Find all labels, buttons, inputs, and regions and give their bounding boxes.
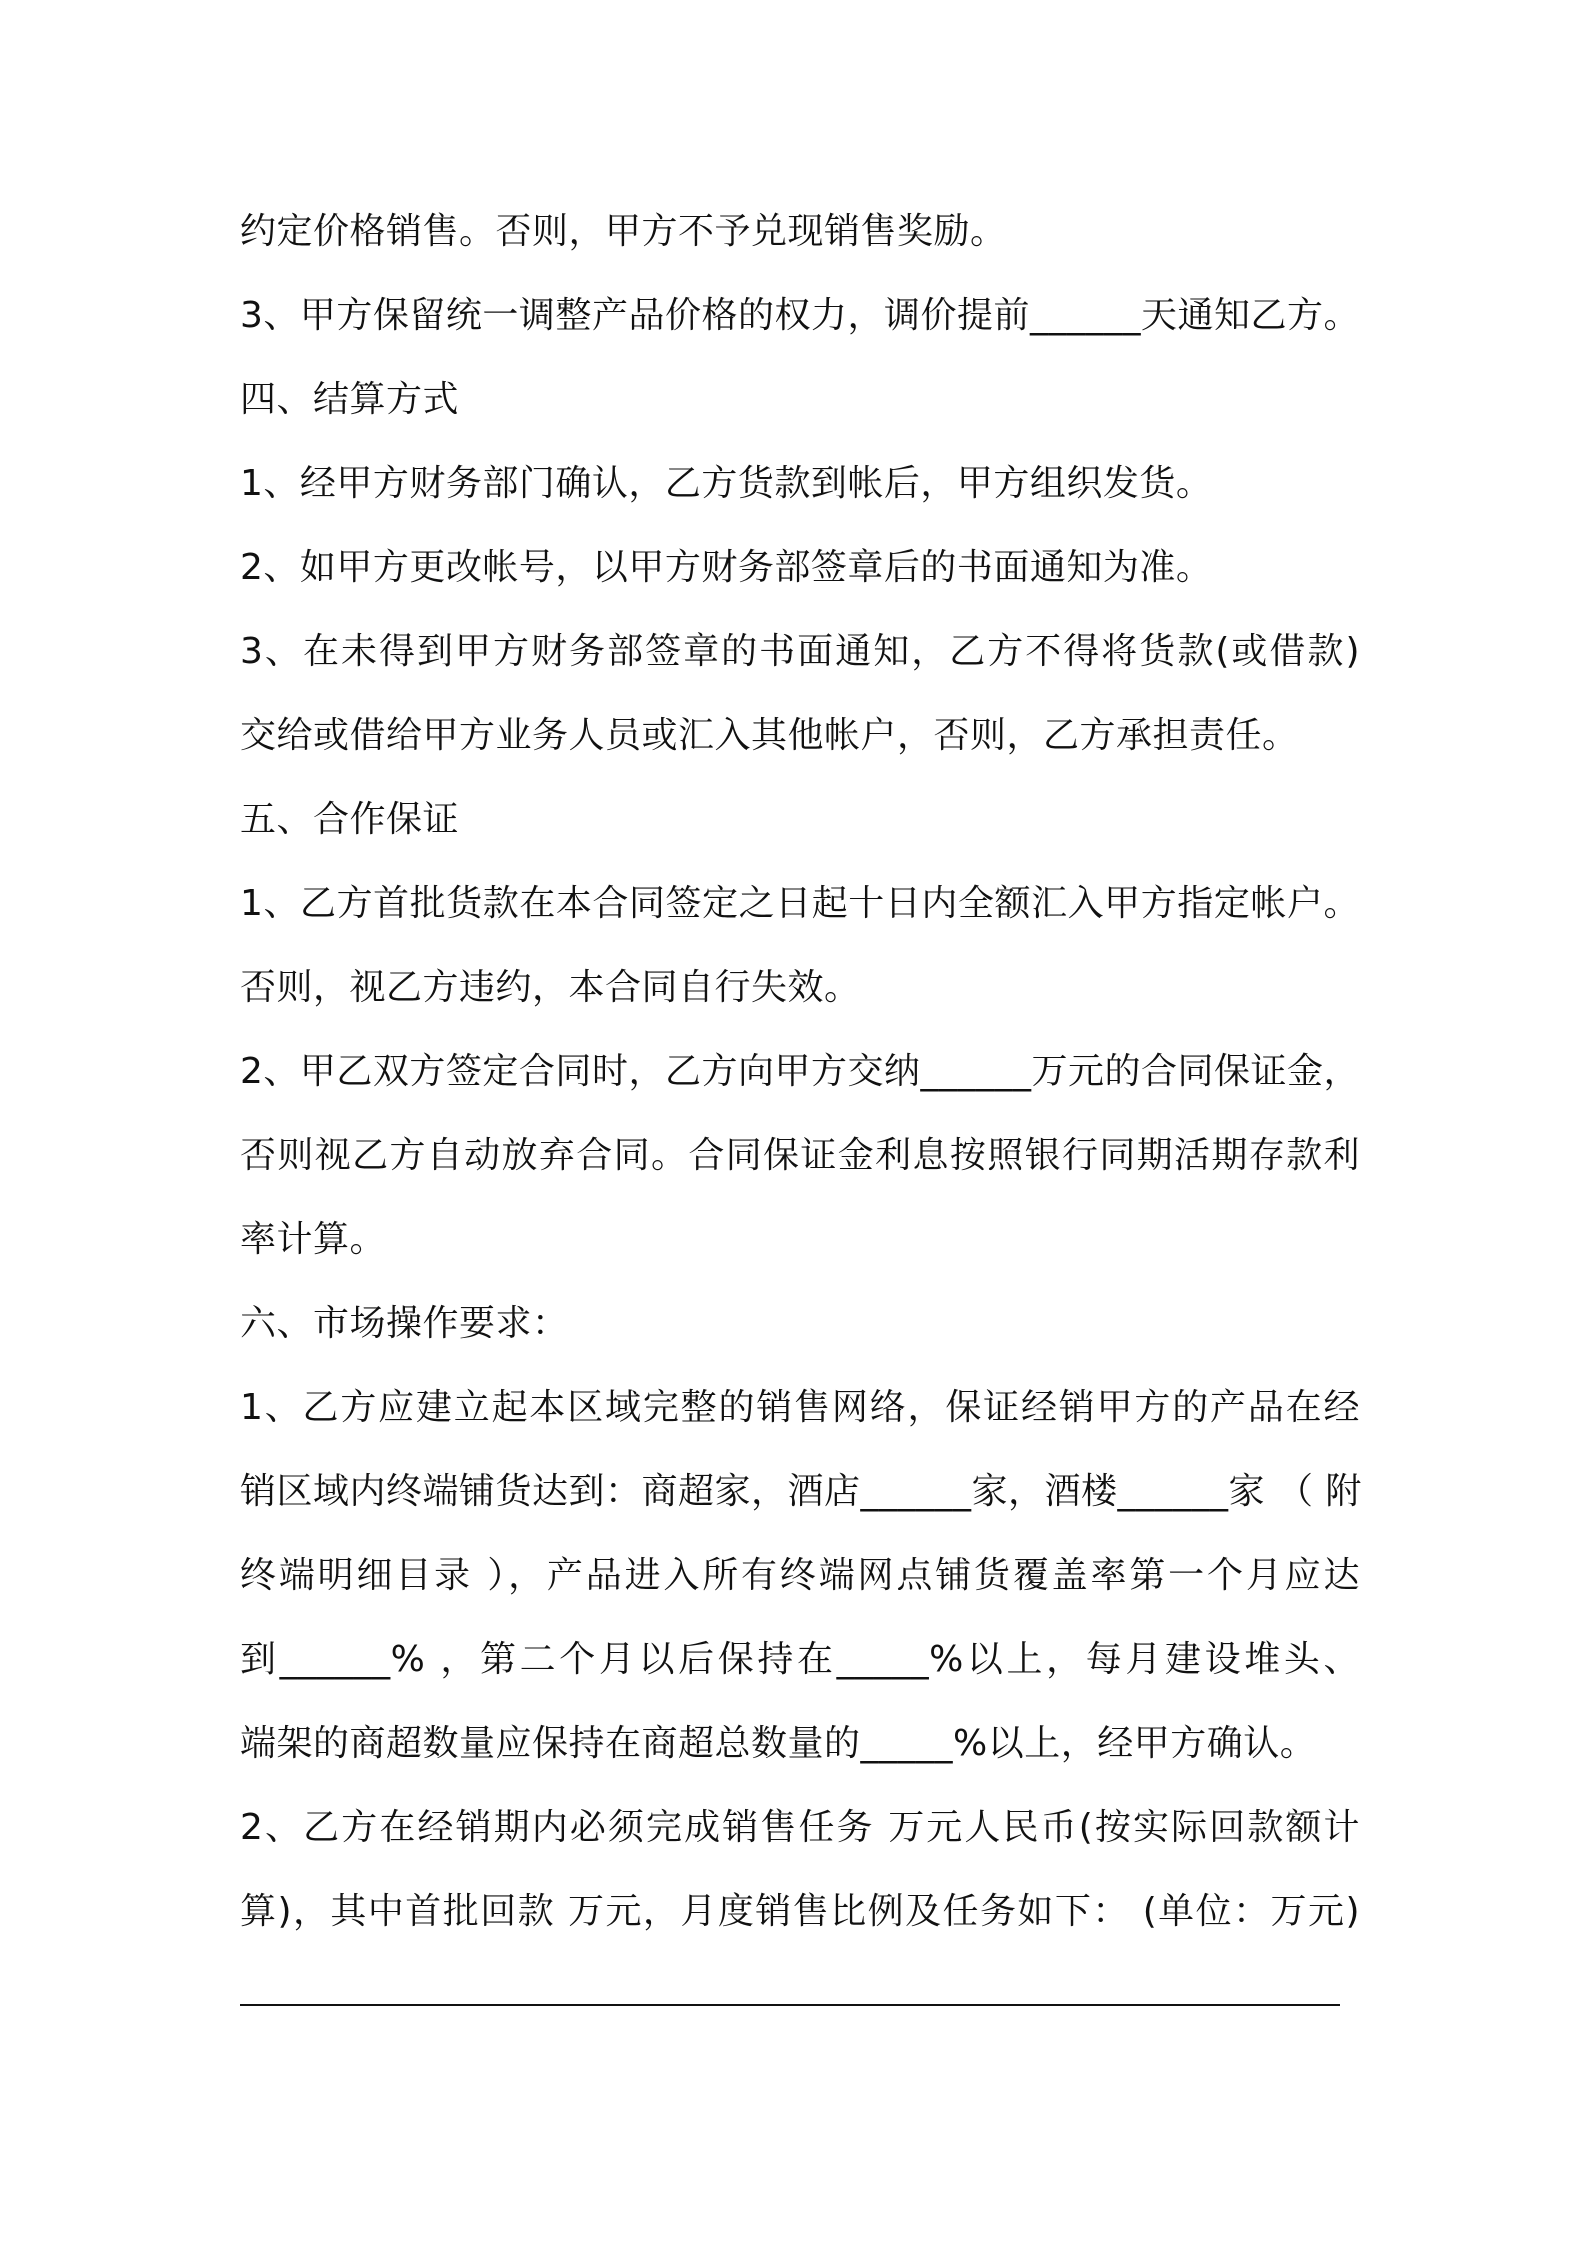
paragraph-line-16: 销区域内终端铺货达到：商超家，酒店______家，酒楼______家 （ 附 (240, 1471, 1362, 1512)
paragraph-line-15: 1、乙方应建立起本区域完整的销售网络，保证经销甲方的产品在经 (240, 1387, 1360, 1428)
paragraph-line-21: 算)，其中首批回款 万元，月度销售比例及任务如下： (单位：万元) (240, 1891, 1360, 1932)
section-heading-cooperation-guarantee: 五、合作保证 (240, 799, 460, 840)
paragraph-line-19: 端架的商超数量应保持在商超总数量的_____%以上，经甲方确认。 (240, 1723, 1317, 1764)
paragraph-line-5: 2、如甲方更改帐号，以甲方财务部签章后的书面通知为准。 (240, 547, 1213, 588)
section-heading-market-operation: 六、市场操作要求： (240, 1303, 569, 1344)
paragraph-line-12: 否则视乙方自动放弃合同。合同保证金利息按照银行同期活期存款利 (240, 1135, 1360, 1176)
blank-fill-line (240, 2004, 1340, 2006)
paragraph-line-2: 3、甲方保留统一调整产品价格的权力，调价提前______天通知乙方。 (240, 295, 1360, 336)
paragraph-line-17: 终端明细目录 ），产品进入所有终端网点铺货覆盖率第一个月应达 (240, 1555, 1360, 1596)
paragraph-line-1: 约定价格销售。否则，甲方不予兑现销售奖励。 (240, 211, 1007, 252)
paragraph-line-10: 否则，视乙方违约，本合同自行失效。 (240, 967, 861, 1008)
paragraph-line-4: 1、经甲方财务部门确认，乙方货款到帐后，甲方组织发货。 (240, 463, 1213, 504)
paragraph-line-13: 率计算。 (240, 1219, 387, 1260)
paragraph-line-18: 到______% ，第二个月以后保持在_____%以上，每月建设堆头、 (240, 1639, 1360, 1680)
paragraph-line-11: 2、甲乙双方签定合同时，乙方向甲方交纳______万元的合同保证金， (240, 1051, 1360, 1092)
paragraph-line-20: 2、乙方在经销期内必须完成销售任务 万元人民币(按实际回款额计 (240, 1807, 1360, 1848)
paragraph-line-6: 3、在未得到甲方财务部签章的书面通知，乙方不得将货款(或借款) (240, 631, 1360, 672)
section-heading-settlement: 四、结算方式 (240, 379, 460, 420)
contract-text-body (240, 190, 1360, 1954)
paragraph-line-7: 交给或借给甲方业务人员或汇入其他帐户，否则，乙方承担责任。 (240, 715, 1299, 756)
paragraph-line-9: 1、乙方首批货款在本合同签定之日起十日内全额汇入甲方指定帐户。 (240, 883, 1360, 924)
